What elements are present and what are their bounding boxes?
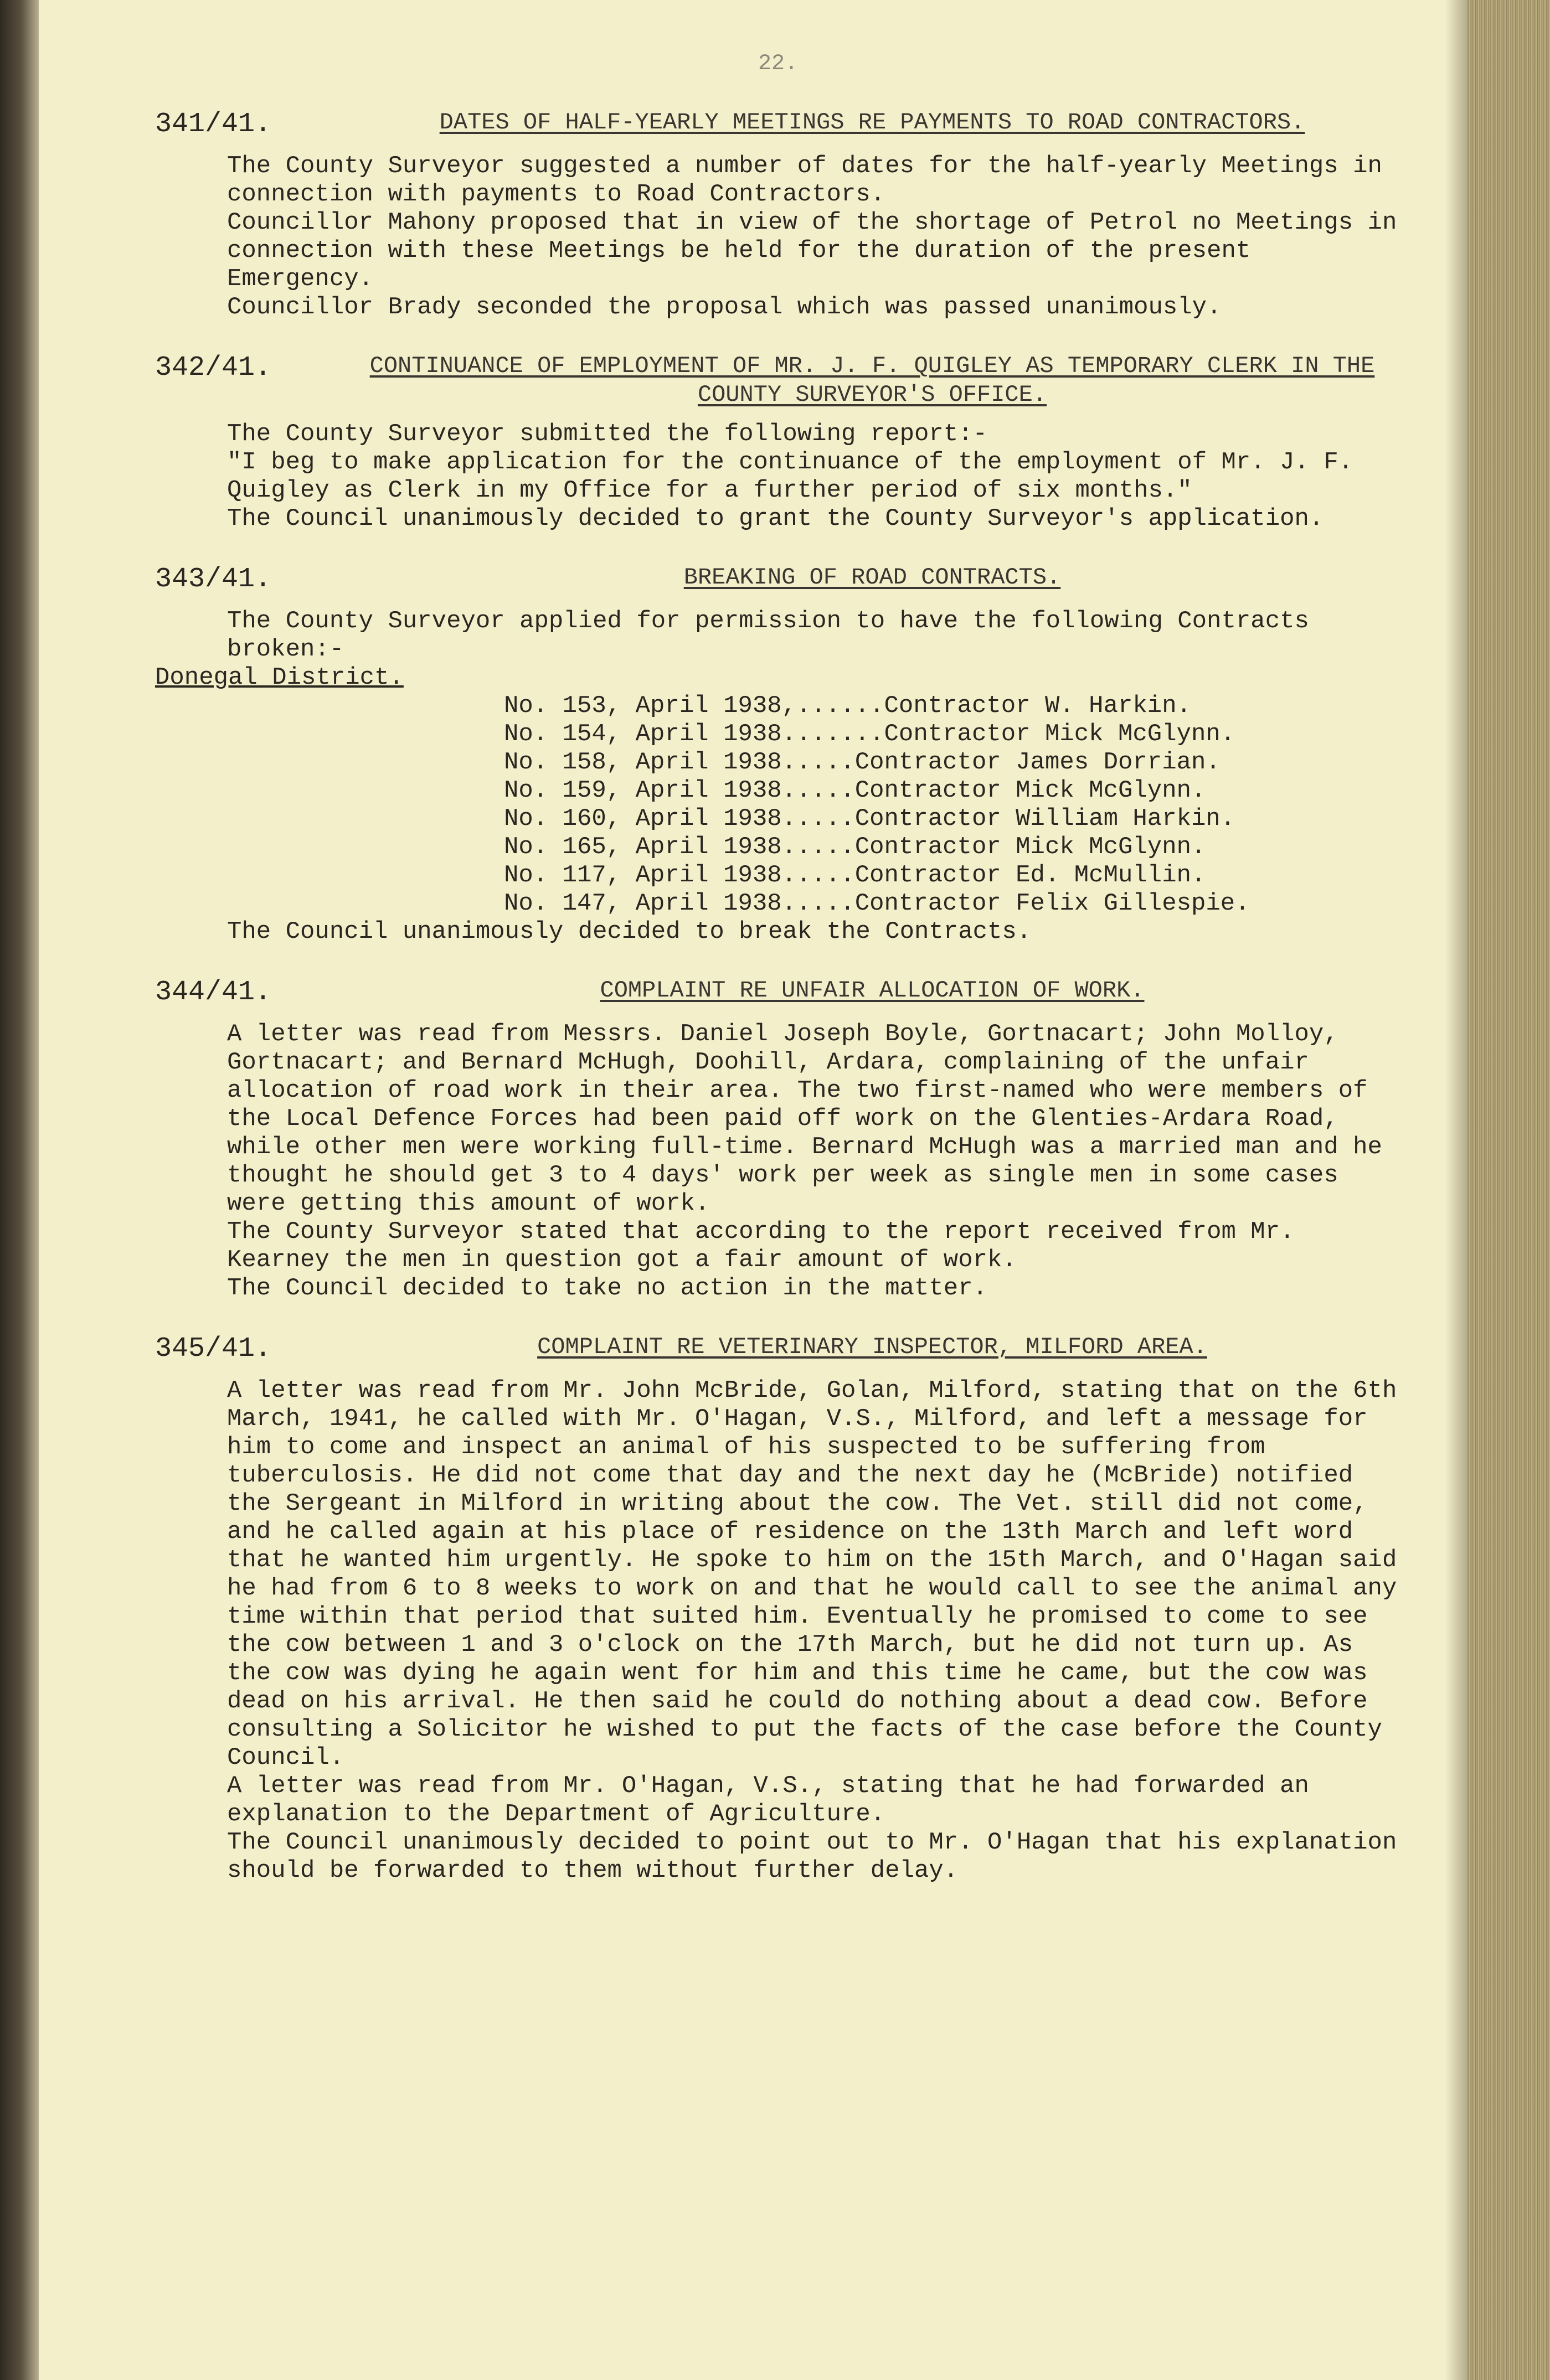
paragraph: The Council unanimously decided to grant the County Surveyor's application.	[227, 505, 1324, 533]
paragraph: The Council decided to take no action in the matter.	[227, 1274, 988, 1302]
minute-title: COMPLAINT RE VETERINARY INSPECTOR, MILFORD AREA.	[537, 1334, 1207, 1360]
paragraph: "I beg to make application for the continuance of the employment of Mr. J. F. Quigley as Clerk in my Office for a further period of six months."	[227, 448, 1368, 504]
minute-number: 344/41.	[155, 977, 272, 1008]
binding-gutter	[0, 0, 39, 2380]
paragraph: The County Surveyor submitted the following report:-	[227, 420, 988, 448]
minute-342-heading	[155, 352, 1401, 409]
contract-line: No. 153, April 1938,......Contractor W. Harkin.	[504, 692, 1192, 720]
paragraph: The County Surveyor suggested a number of dates for the half-yearly Meetings in connection with payments to Road Contractors.	[227, 152, 1397, 208]
paragraph: The Council unanimously decided to point out to Mr. O'Hagan that his explanation should be forwarded to them without further delay.	[227, 1829, 1412, 1885]
page-edges	[1467, 0, 1550, 2380]
paragraph: A letter was read from Messrs. Daniel Joseph Boyle, Gortnacart; John Molloy, Gortnacart; and Bernard McHugh, Doohill, Ardara, complaining of the unfair allocation of road work in their area. The two first-named who were members of the Local Defence Forces had been paid off work on the Glenties-Ardara Road, while other men were working full-time. Bernard McHugh was a married man and he thought he should get 3 to 4 days' work per week as single men in some cases were getting this amount of work.	[227, 1020, 1397, 1217]
paragraph: Councillor Mahony proposed that in view of the shortage of Petrol no Meetings in connection with these Meetings be held for the duration of the present Emergency.	[227, 209, 1412, 293]
page-edge-shadow	[1445, 0, 1467, 2380]
minute-number: 345/41.	[155, 1333, 272, 1365]
minute-number: 342/41.	[155, 352, 272, 384]
contract-line: No. 154, April 1938.......Contractor Mick McGlynn.	[504, 720, 1235, 748]
paragraph: The Council unanimously decided to break the Contracts.	[227, 918, 1032, 946]
minute-number: 341/41.	[155, 109, 272, 140]
contract-line: No. 158, April 1938.....Contractor James Dorrian.	[504, 748, 1221, 776]
contract-line: No. 165, April 1938.....Contractor Mick McGlynn.	[504, 833, 1206, 861]
minute-345-body	[155, 1377, 1412, 1885]
minute-342-body	[155, 420, 1401, 533]
minute-341-heading	[155, 108, 1401, 141]
minute-343-heading	[155, 563, 1401, 596]
minute-title: BREAKING OF ROAD CONTRACTS.	[683, 564, 1061, 591]
district-label: Donegal District.	[155, 664, 404, 691]
minute-341-body	[155, 152, 1412, 322]
minute-343-body	[155, 607, 1401, 946]
paragraph: A letter was read from Mr. John McBride, Golan, Milford, stating that on the 6th March, 1941, he called with Mr. O'Hagan, V.S., Milford, and left a message for him to come and inspect an animal of his suspected to be suffering from tuberculosis. He did not come that day and the next day he (McBride) notified the Sergeant in Milford in writing about the cow. The Vet. still did not come, and he called again at his place of residence on the 13th March and left word that he wanted him urgently. He spoke to him on the 15th March, and O'Hagan said he had from 6 to 8 weeks to work on and that he would call to see the animal any time within that period that suited him. Eventually he promised to come to see the cow between 1 and 3 o'clock on the 17th March, but he did not turn up. As the cow was dying he again went for him and this time he came, but the cow was dead on his arrival. He then said he could do nothing about a dead cow. Before consulting a Solicitor he wished to put the facts of the case before the County Council.	[227, 1377, 1412, 1772]
contract-list	[504, 692, 1401, 918]
minute-title: CONTINUANCE OF EMPLOYMENT OF MR. J. F. QUIGLEY AS TEMPORARY CLERK IN THE COUNTY SURVEYOR'S OFFICE.	[369, 353, 1375, 408]
paragraph: The County Surveyor applied for permission to have the following Contracts broken:-	[227, 607, 1324, 663]
paragraph: The County Surveyor stated that according to the report received from Mr. Kearney the men in question got a fair amount of work.	[227, 1218, 1309, 1274]
minute-title: DATES OF HALF-YEARLY MEETINGS RE PAYMENTS TO ROAD CONTRACTORS.	[439, 109, 1305, 136]
contract-line: No. 147, April 1938.....Contractor Felix Gillespie.	[504, 890, 1250, 917]
paragraph: A letter was read from Mr. O'Hagan, V.S., stating that he had forwarded an explanation to the Department of Agriculture.	[227, 1772, 1324, 1828]
page-number: 22.	[758, 51, 798, 76]
minutes-text	[155, 50, 1412, 1885]
contract-line: No. 117, April 1938.....Contractor Ed. McMullin.	[504, 861, 1206, 889]
contract-line: No. 160, April 1938.....Contractor William Harkin.	[504, 805, 1235, 833]
minute-number: 343/41.	[155, 564, 272, 595]
paragraph: Councillor Brady seconded the proposal which was passed unanimously.	[227, 293, 1222, 321]
minute-344-heading	[155, 976, 1401, 1009]
minute-345-heading	[155, 1333, 1401, 1366]
minute-344-body	[155, 1020, 1401, 1303]
minute-title: COMPLAINT RE UNFAIR ALLOCATION OF WORK.	[600, 977, 1145, 1004]
contract-line: No. 159, April 1938.....Contractor Mick McGlynn.	[504, 777, 1206, 804]
